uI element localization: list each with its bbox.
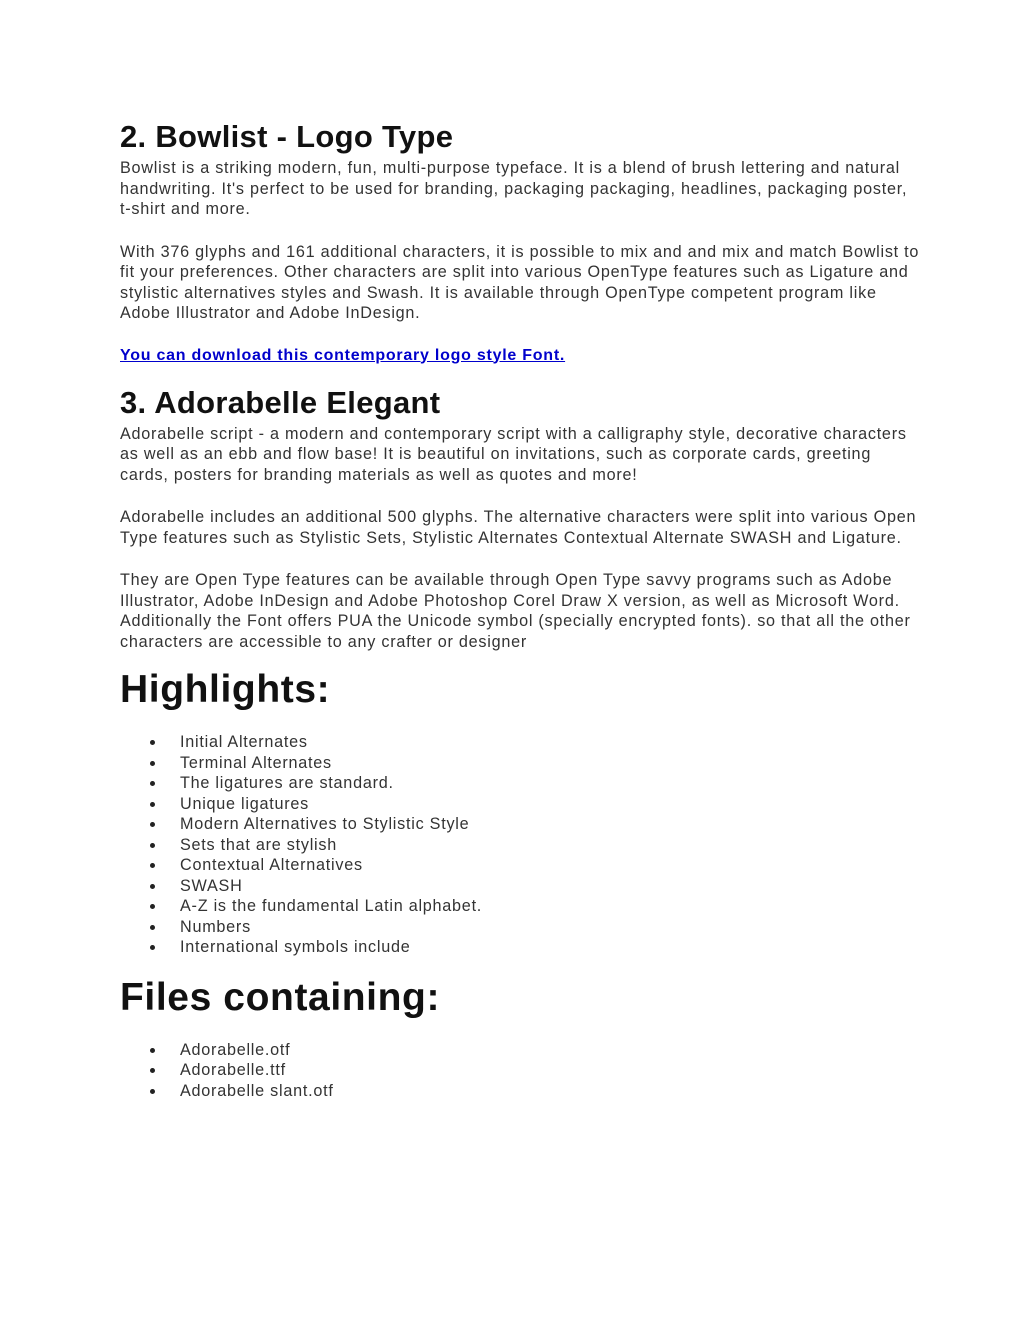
list-item <box>120 773 920 794</box>
bullet-icon <box>150 1068 155 1073</box>
list-item-text: SWASH <box>180 876 243 895</box>
list-item <box>120 1040 920 1061</box>
list-item-text: Adorabelle.otf <box>180 1040 291 1059</box>
list-item-text: International symbols include <box>180 938 411 956</box>
files-heading: Files containing: <box>120 975 441 1019</box>
list-item <box>120 896 920 917</box>
list-item <box>120 732 920 753</box>
bullet-icon <box>150 904 155 909</box>
list-item <box>120 855 920 876</box>
list-item-text: Sets that are stylish <box>180 835 338 854</box>
bullet-icon <box>150 761 155 766</box>
bullet-icon <box>150 863 155 868</box>
highlights-heading: Highlights: <box>120 668 331 711</box>
paragraph: Bowlist is a striking modern, fun, multi-purpose typeface. It is a blend of brush lettering and natural handwriting. It's perfect to be used for branding, packaging packaging, headlines, packaging poster, t-shirt and more. <box>120 159 908 218</box>
paragraph: Adorabelle includes an additional 500 glyphs. The alternative characters were split into various Open Type features such as Stylistic Sets, Stylistic Alternates Contextual Alternate SWASH and Ligature. <box>120 508 917 547</box>
bullet-icon <box>150 1048 155 1053</box>
list-item-text: Modern Alternatives to Stylistic Style <box>180 815 470 833</box>
bullet-icon <box>150 740 155 745</box>
list-item-text: Numbers <box>180 917 251 936</box>
list-item <box>120 794 920 815</box>
paragraph: Adorabelle script - a modern and contemporary script with a calligraphy style, decorative characters as well as an ebb and flow base! It is beautiful on invitations, such as corporate cards, greeting cards, posters for branding materials as well as quotes and more! <box>120 424 907 484</box>
list-item <box>120 917 920 938</box>
files-list <box>120 1040 920 1102</box>
list-item <box>120 753 920 774</box>
document-page <box>120 118 920 1117</box>
bullet-icon <box>150 1089 155 1094</box>
section-title-adorabelle: 3. Adorabelle Elegant <box>120 384 441 420</box>
bullet-icon <box>150 802 155 807</box>
list-item-text: Initial Alternates <box>180 733 308 751</box>
section-title-bowlist: 2. Bowlist - Logo Type <box>120 119 454 154</box>
list-item-text: The ligatures are standard. <box>180 774 394 792</box>
paragraph: They are Open Type features can be available through Open Type savvy programs such as Adobe Illustrator, Adobe InDesign and Adobe Photoshop Corel Draw X version, as well as Microsoft Word. Additionally the Font offers PUA the Unicode symbol (specially encrypted fonts). so that all the other characters are accessible to any crafter or designer <box>120 571 911 651</box>
list-item-text: Contextual Alternatives <box>180 856 363 874</box>
list-item-text: Adorabelle slant.otf <box>180 1081 334 1100</box>
paragraph: With 376 glyphs and 161 additional characters, it is possible to mix and and mix and match Bowlist to fit your preferences. Other characters are split into various OpenType features such as Ligature and stylistic alternatives styles and Swash. It is available through OpenType competent program like Adobe Illustrator and Adobe InDesign. <box>120 242 920 322</box>
bullet-icon <box>150 781 155 786</box>
list-item <box>120 835 920 856</box>
list-item <box>120 876 920 897</box>
list-item-text: A-Z is the fundamental Latin alphabet. <box>180 897 483 915</box>
bullet-icon <box>150 884 155 889</box>
list-item <box>120 937 920 958</box>
bullet-icon <box>150 822 155 827</box>
list-item-text: Adorabelle.ttf <box>180 1061 286 1079</box>
list-item <box>120 814 920 835</box>
list-item <box>120 1081 920 1102</box>
list-item-text: Terminal Alternates <box>180 753 332 772</box>
bullet-icon <box>150 925 155 930</box>
list-item <box>120 1060 920 1081</box>
bullet-icon <box>150 843 155 848</box>
download-link[interactable]: You can download this contemporary logo style Font. <box>120 346 566 364</box>
list-item-text: Unique ligatures <box>180 794 309 813</box>
bullet-icon <box>150 945 155 950</box>
highlights-list <box>120 732 920 958</box>
